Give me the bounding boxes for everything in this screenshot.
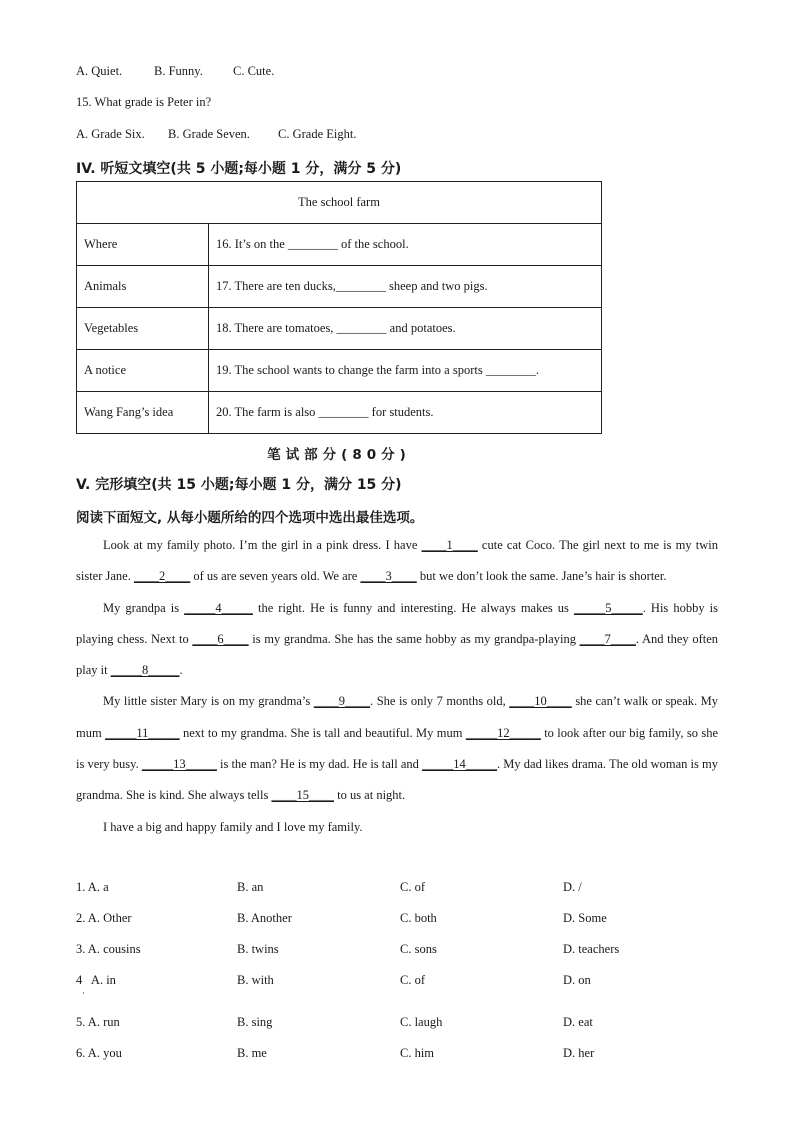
school-farm-table xyxy=(76,181,602,434)
cloze-passage xyxy=(76,530,718,843)
choice-row xyxy=(76,973,756,1015)
blank-5: _____5_____ xyxy=(574,600,643,615)
passage-text: . My dad likes drama. The old woman is my grandma. She is kind. She always tells xyxy=(76,757,718,803)
passage-text: of us are seven years old. We are xyxy=(190,569,361,584)
choice-row xyxy=(76,880,756,911)
choice-option: B. me xyxy=(237,1046,267,1060)
blank-9: ____9____ xyxy=(313,694,371,709)
stray-dot: · xyxy=(82,988,85,998)
blank-8: _____8_____ xyxy=(110,663,180,678)
row-text: 17. There are ten ducks,________ sheep and two pigs. xyxy=(209,266,602,308)
passage-text: . And they often play it xyxy=(76,631,719,678)
choice-row xyxy=(76,1046,756,1077)
table-header-row xyxy=(77,182,602,224)
choice-option: D. / xyxy=(563,880,582,894)
passage-text: to us at night. xyxy=(333,788,406,803)
choice-option: B. twins xyxy=(237,942,279,956)
q15-option-b: B. Grade Seven. xyxy=(168,127,250,141)
q14-options xyxy=(76,64,274,79)
row-label: Where xyxy=(77,224,209,266)
choice-row xyxy=(76,911,756,942)
choice-option: C. of xyxy=(400,880,425,894)
blank-2: ____2____ xyxy=(133,569,191,584)
choice-option: B. with xyxy=(237,973,274,987)
passage-paragraph-4: I have a big and happy family and I love my family. xyxy=(103,819,363,834)
choice-option: 4 A. in xyxy=(76,973,116,987)
passage-text: My little sister Mary is on my grandma’s xyxy=(103,694,314,709)
choice-option: C. of xyxy=(400,973,425,987)
passage-text: she can’t walk or speak. My mum xyxy=(76,694,719,740)
choice-option: C. sons xyxy=(400,942,437,956)
passage-paragraph-2 xyxy=(76,593,718,687)
q15-option-c: C. Grade Eight. xyxy=(278,127,357,141)
row-label: A notice xyxy=(77,350,209,392)
choice-row xyxy=(76,942,756,973)
table-row xyxy=(77,308,602,350)
answer-choices xyxy=(76,880,756,1077)
table-row xyxy=(77,266,602,308)
q14-option-b: B. Funny. xyxy=(154,64,203,78)
row-text: 18. There are tomatoes, ________ and potatoes. xyxy=(209,308,602,350)
table-row xyxy=(77,224,602,266)
passage-text: Look at my family photo. I’m the girl in a pink dress. I have xyxy=(103,538,422,552)
blank-14: _____14_____ xyxy=(422,757,498,772)
passage-text: to look after our big family, so she is very busy. xyxy=(76,725,718,772)
q15-option-a: A. Grade Six. xyxy=(76,127,145,141)
blank-15: ____15____ xyxy=(271,788,334,803)
blank-13: _____13_____ xyxy=(141,757,217,772)
row-text: 19. The school wants to change the farm into a sports ________. xyxy=(209,350,602,392)
section-5-instruction: 阅读下面短文, 从每小题所给的四个选项中选出最佳选项。 xyxy=(76,510,424,526)
q15-question: 15. What grade is Peter in? xyxy=(76,95,212,109)
table-row xyxy=(77,350,602,392)
choice-option: C. both xyxy=(400,911,437,925)
table-title: The school farm xyxy=(77,182,602,224)
table-row xyxy=(77,392,602,434)
choice-option: D. Some xyxy=(563,911,607,925)
choice-option: 6. A. you xyxy=(76,1046,122,1060)
row-text: 20. The farm is also ________ for students. xyxy=(209,392,602,434)
blank-3: ____3____ xyxy=(360,569,417,584)
passage-text: . She is only 7 months old, xyxy=(370,694,510,709)
choice-option: D. teachers xyxy=(563,942,620,956)
choice-option: C. him xyxy=(400,1046,435,1060)
row-label: Animals xyxy=(77,266,209,308)
passage-text: but we don’t look the same. Jane’s hair is shorter. xyxy=(416,569,667,584)
choice-option: 3. A. cousins xyxy=(76,942,141,956)
section-5-title: V. 完形填空(共 15 小题;每小题 1 分，满分 15 分) xyxy=(76,477,402,493)
written-part-heading: 笔试部分(80分) xyxy=(267,447,411,463)
blank-11: _____11_____ xyxy=(105,725,180,740)
blank-12: _____12_____ xyxy=(465,725,541,740)
passage-text: the right. He is funny and interesting. He always makes us xyxy=(252,600,574,615)
passage-text: next to my grandma. She is tall and beautiful. My mum xyxy=(179,725,466,740)
passage-text: My grandpa is xyxy=(103,600,185,615)
choice-option: B. sing xyxy=(237,1015,273,1029)
q14-option-a: A. Quiet. xyxy=(76,64,123,78)
choice-option: B. an xyxy=(237,880,264,894)
choice-option: 2. A. Other xyxy=(76,911,132,925)
blank-6: ____6____ xyxy=(192,631,249,646)
passage-paragraph-3 xyxy=(76,686,718,811)
blank-1: ____1____ xyxy=(421,538,478,552)
passage-text: . His hobby is playing chess. Next to xyxy=(76,600,719,646)
passage-text: is the man? He is my dad. He is tall and xyxy=(216,757,423,772)
choice-option: 1. A. a xyxy=(76,880,109,894)
choice-option: C. laugh xyxy=(400,1015,443,1029)
blank-4: _____4_____ xyxy=(184,600,253,615)
choice-row xyxy=(76,1015,756,1046)
row-label: Wang Fang’s idea xyxy=(77,392,209,434)
passage-text: . xyxy=(179,663,183,678)
passage-paragraph-1 xyxy=(76,530,718,593)
passage-text: is my grandma. She has the same hobby as my grandpa-playing xyxy=(248,631,580,646)
row-label: Vegetables xyxy=(77,308,209,350)
choice-option: 5. A. run xyxy=(76,1015,120,1029)
choice-option: D. her xyxy=(563,1046,595,1060)
section-4-title: IV. 听短文填空(共 5 小题;每小题 1 分，满分 5 分) xyxy=(76,161,402,177)
row-text: 16. It’s on the ________ of the school. xyxy=(209,224,602,266)
q15-options xyxy=(76,127,356,142)
blank-10: ____10____ xyxy=(509,694,572,709)
passage-text: cute cat Coco. The girl next to me is my twin sister Jane. xyxy=(76,538,718,584)
choice-option: D. eat xyxy=(563,1015,593,1029)
q14-option-c: C. Cute. xyxy=(233,64,275,78)
choice-option: B. Another xyxy=(237,911,292,925)
blank-7: ____7____ xyxy=(579,631,636,646)
choice-option: D. on xyxy=(563,973,591,987)
